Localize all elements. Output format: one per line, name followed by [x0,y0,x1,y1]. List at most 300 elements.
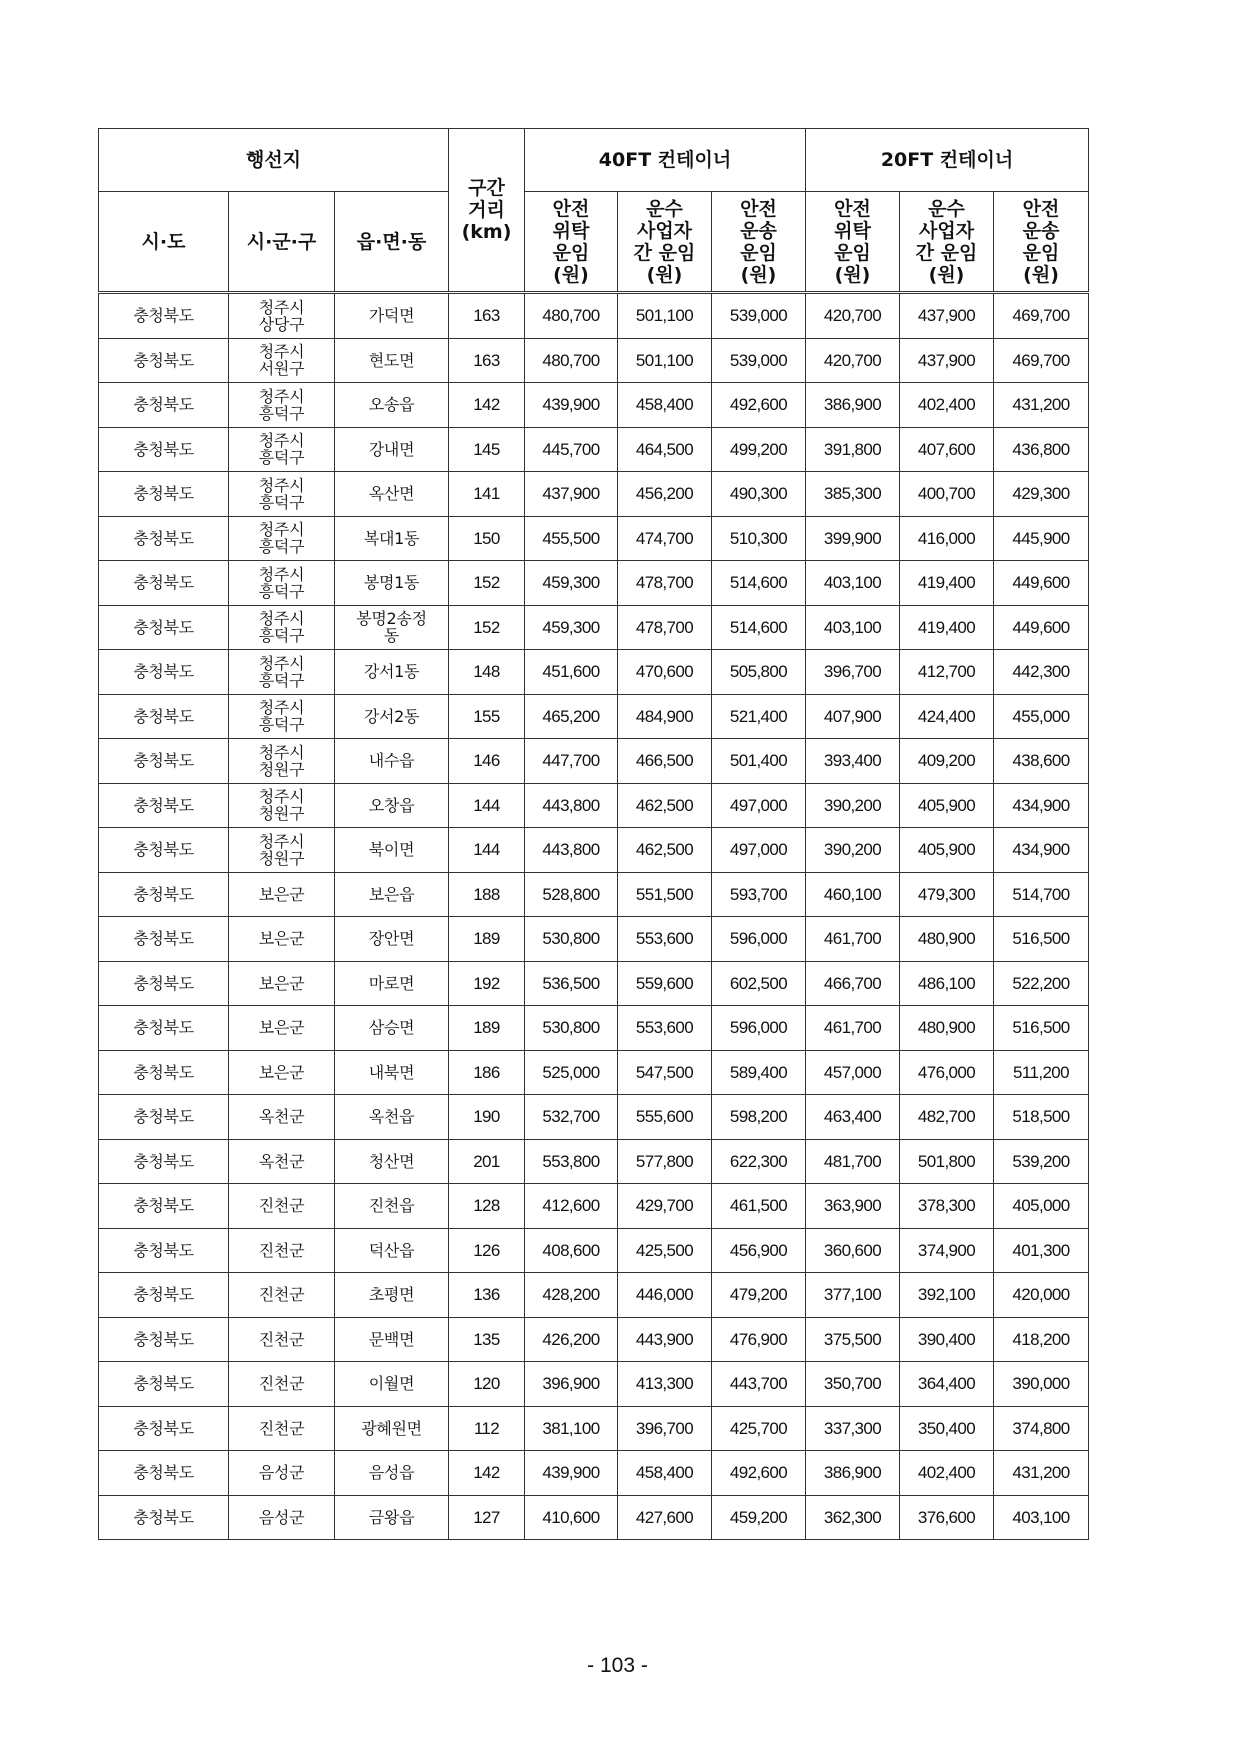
eupmyeondong-cell: 강서1동 [335,650,449,695]
safe-consign-20ft-header: 안전 위탁 운임 (원) [806,192,900,293]
safe-consign-20ft-cell: 363,900 [806,1184,900,1229]
carrier-rate-40ft-cell: 478,700 [618,605,712,650]
sigungu-cell: 진천군 [229,1273,335,1318]
safe-transport-20ft-cell: 434,900 [994,828,1089,873]
sigungu-cell: 음성군 [229,1495,335,1540]
sido-cell: 충청북도 [99,917,229,962]
distance-cell: 155 [449,694,525,739]
safe-transport-40ft-cell: 476,900 [712,1317,806,1362]
eupmyeondong-cell: 오창읍 [335,783,449,828]
safe-consign-20ft-cell: 403,100 [806,605,900,650]
safe-consign-20ft-cell: 350,700 [806,1362,900,1407]
safe-consign-40ft-header: 안전 위탁 운임 (원) [525,192,618,293]
safe-transport-20ft-cell: 469,700 [994,338,1089,383]
eupmyeondong-cell: 봉명2송정 동 [335,605,449,650]
sido-cell: 충청북도 [99,338,229,383]
safe-consign-20ft-cell: 463,400 [806,1095,900,1140]
distance-cell: 163 [449,338,525,383]
sido-cell: 충청북도 [99,605,229,650]
safe-transport-40ft-cell: 459,200 [712,1495,806,1540]
sido-cell: 충청북도 [99,961,229,1006]
safe-transport-40ft-cell: 497,000 [712,783,806,828]
safe-transport-20ft-cell: 374,800 [994,1406,1089,1451]
carrier-rate-20ft-cell: 350,400 [900,1406,994,1451]
safe-transport-40ft-cell: 492,600 [712,1451,806,1496]
eupmyeondong-cell: 내수읍 [335,739,449,784]
sigungu-cell: 청주시 흥덕구 [229,561,335,606]
table-row [99,605,1089,650]
safe-consign-40ft-cell: 528,800 [525,872,618,917]
safe-transport-20ft-cell: 405,000 [994,1184,1089,1229]
safe-transport-40ft-cell: 425,700 [712,1406,806,1451]
carrier-rate-20ft-cell: 437,900 [900,293,994,339]
safe-transport-40ft-cell: 596,000 [712,917,806,962]
safe-consign-40ft-cell: 445,700 [525,427,618,472]
carrier-rate-20ft-cell: 405,900 [900,828,994,873]
carrier-rate-20ft-cell: 390,400 [900,1317,994,1362]
distance-cell: 135 [449,1317,525,1362]
carrier-rate-40ft-cell: 577,800 [618,1139,712,1184]
safe-consign-40ft-cell: 408,600 [525,1228,618,1273]
sigungu-cell: 청주시 흥덕구 [229,383,335,428]
carrier-rate-40ft-cell: 553,600 [618,917,712,962]
distance-cell: 112 [449,1406,525,1451]
safe-consign-20ft-cell: 466,700 [806,961,900,1006]
sigungu-cell: 청주시 흥덕구 [229,694,335,739]
eupmyeondong-cell: 금왕읍 [335,1495,449,1540]
distance-cell: 152 [449,605,525,650]
table-row [99,783,1089,828]
safe-consign-40ft-cell: 553,800 [525,1139,618,1184]
table-row [99,961,1089,1006]
safe-transport-40ft-header: 안전 운송 운임 (원) [712,192,806,293]
safe-consign-40ft-cell: 536,500 [525,961,618,1006]
safe-consign-20ft-cell: 481,700 [806,1139,900,1184]
carrier-rate-40ft-header: 운수 사업자 간 운임 (원) [618,192,712,293]
carrier-rate-40ft-cell: 396,700 [618,1406,712,1451]
sido-cell: 충청북도 [99,1184,229,1229]
safe-consign-20ft-cell: 457,000 [806,1050,900,1095]
carrier-rate-40ft-cell: 429,700 [618,1184,712,1229]
distance-cell: 128 [449,1184,525,1229]
safe-transport-40ft-cell: 602,500 [712,961,806,1006]
distance-cell: 126 [449,1228,525,1273]
sigungu-cell: 보은군 [229,872,335,917]
container-20ft-header: 20FT 컨테이너 [806,129,1089,192]
safe-transport-20ft-cell: 516,500 [994,917,1089,962]
eupmyeondong-cell: 이월면 [335,1362,449,1407]
eupmyeondong-cell: 초평면 [335,1273,449,1318]
sigungu-header: 시·군·구 [229,192,335,293]
safe-transport-40ft-cell: 479,200 [712,1273,806,1318]
carrier-rate-20ft-cell: 480,900 [900,1006,994,1051]
table-row [99,1406,1089,1451]
safe-consign-40ft-cell: 532,700 [525,1095,618,1140]
eupmyeondong-cell: 가덕면 [335,293,449,339]
safe-transport-20ft-cell: 455,000 [994,694,1089,739]
table-row [99,1451,1089,1496]
carrier-rate-20ft-cell: 402,400 [900,383,994,428]
carrier-rate-20ft-cell: 486,100 [900,961,994,1006]
safe-consign-20ft-cell: 390,200 [806,783,900,828]
safe-transport-40ft-cell: 589,400 [712,1050,806,1095]
sido-cell: 충청북도 [99,1451,229,1496]
sido-cell: 충청북도 [99,828,229,873]
sido-cell: 충청북도 [99,516,229,561]
carrier-rate-40ft-cell: 553,600 [618,1006,712,1051]
distance-cell: 192 [449,961,525,1006]
sigungu-cell: 청주시 흥덕구 [229,516,335,561]
safe-consign-20ft-cell: 337,300 [806,1406,900,1451]
eupmyeondong-cell: 삼승면 [335,1006,449,1051]
distance-cell: 186 [449,1050,525,1095]
safe-consign-20ft-cell: 393,400 [806,739,900,784]
safe-consign-40ft-cell: 459,300 [525,605,618,650]
sido-cell: 충청북도 [99,1273,229,1318]
safe-transport-20ft-cell: 434,900 [994,783,1089,828]
page-number: - 103 - [587,1654,648,1677]
safe-consign-20ft-cell: 407,900 [806,694,900,739]
eupmyeondong-cell: 문백면 [335,1317,449,1362]
safe-transport-20ft-cell: 469,700 [994,293,1089,339]
eupmyeondong-cell: 덕산읍 [335,1228,449,1273]
eupmyeondong-cell: 강서2동 [335,694,449,739]
table-row [99,338,1089,383]
table-row [99,1362,1089,1407]
safe-consign-20ft-cell: 386,900 [806,1451,900,1496]
carrier-rate-20ft-cell: 378,300 [900,1184,994,1229]
sigungu-cell: 음성군 [229,1451,335,1496]
table-row [99,427,1089,472]
carrier-rate-40ft-cell: 413,300 [618,1362,712,1407]
eupmyeondong-cell: 진천읍 [335,1184,449,1229]
safe-transport-40ft-cell: 497,000 [712,828,806,873]
sido-header: 시·도 [99,192,229,293]
distance-cell: 189 [449,1006,525,1051]
carrier-rate-40ft-cell: 484,900 [618,694,712,739]
carrier-rate-40ft-cell: 559,600 [618,961,712,1006]
table-row [99,694,1089,739]
safe-consign-20ft-cell: 377,100 [806,1273,900,1318]
carrier-rate-20ft-cell: 400,700 [900,472,994,517]
safe-transport-40ft-cell: 499,200 [712,427,806,472]
safe-transport-20ft-cell: 522,200 [994,961,1089,1006]
distance-cell: 148 [449,650,525,695]
distance-cell: 144 [449,828,525,873]
carrier-rate-20ft-cell: 405,900 [900,783,994,828]
safe-transport-20ft-cell: 511,200 [994,1050,1089,1095]
safe-transport-40ft-cell: 501,400 [712,739,806,784]
safe-consign-40ft-cell: 410,600 [525,1495,618,1540]
safe-transport-40ft-cell: 443,700 [712,1362,806,1407]
distance-cell: 201 [449,1139,525,1184]
safe-transport-40ft-cell: 456,900 [712,1228,806,1273]
safe-consign-20ft-cell: 386,900 [806,383,900,428]
carrier-rate-40ft-cell: 474,700 [618,516,712,561]
safe-transport-40ft-cell: 461,500 [712,1184,806,1229]
table-row [99,383,1089,428]
sido-cell: 충청북도 [99,650,229,695]
carrier-rate-40ft-cell: 470,600 [618,650,712,695]
sido-cell: 충청북도 [99,293,229,339]
carrier-rate-20ft-cell: 482,700 [900,1095,994,1140]
carrier-rate-20ft-cell: 374,900 [900,1228,994,1273]
safe-transport-40ft-cell: 598,200 [712,1095,806,1140]
table-row [99,1006,1089,1051]
carrier-rate-40ft-cell: 456,200 [618,472,712,517]
sido-cell: 충청북도 [99,1362,229,1407]
carrier-rate-20ft-cell: 437,900 [900,338,994,383]
sido-cell: 충청북도 [99,739,229,784]
safe-consign-40ft-cell: 439,900 [525,383,618,428]
carrier-rate-40ft-cell: 501,100 [618,293,712,339]
safe-consign-40ft-cell: 455,500 [525,516,618,561]
safe-consign-40ft-cell: 443,800 [525,828,618,873]
table-row [99,1184,1089,1229]
safe-transport-20ft-cell: 418,200 [994,1317,1089,1362]
table-row [99,828,1089,873]
destination-header: 행선지 [99,129,449,192]
safe-consign-40ft-cell: 381,100 [525,1406,618,1451]
sigungu-cell: 청주시 청원구 [229,783,335,828]
sido-cell: 충청북도 [99,1228,229,1273]
sigungu-cell: 보은군 [229,1006,335,1051]
safe-consign-40ft-cell: 426,200 [525,1317,618,1362]
carrier-rate-40ft-cell: 458,400 [618,1451,712,1496]
safe-consign-40ft-cell: 447,700 [525,739,618,784]
distance-cell: 144 [449,783,525,828]
table-row [99,650,1089,695]
safe-consign-40ft-cell: 525,000 [525,1050,618,1095]
carrier-rate-20ft-cell: 419,400 [900,605,994,650]
sigungu-cell: 옥천군 [229,1139,335,1184]
safe-transport-20ft-cell: 420,000 [994,1273,1089,1318]
safe-transport-40ft-cell: 505,800 [712,650,806,695]
sido-cell: 충청북도 [99,694,229,739]
safe-consign-40ft-cell: 412,600 [525,1184,618,1229]
safe-transport-20ft-cell: 445,900 [994,516,1089,561]
safe-consign-20ft-cell: 461,700 [806,1006,900,1051]
safe-transport-40ft-cell: 490,300 [712,472,806,517]
table-row [99,1139,1089,1184]
safe-transport-20ft-cell: 431,200 [994,1451,1089,1496]
eupmyeondong-cell: 청산면 [335,1139,449,1184]
safe-consign-40ft-cell: 451,600 [525,650,618,695]
table-row [99,1228,1089,1273]
carrier-rate-20ft-cell: 392,100 [900,1273,994,1318]
distance-header: 구간 거리 (km) [449,129,525,293]
safe-transport-40ft-cell: 521,400 [712,694,806,739]
safe-consign-20ft-cell: 403,100 [806,561,900,606]
carrier-rate-40ft-cell: 547,500 [618,1050,712,1095]
table-row [99,516,1089,561]
eupmyeondong-cell: 북이면 [335,828,449,873]
table-body [99,293,1089,1540]
sigungu-cell: 청주시 흥덕구 [229,605,335,650]
carrier-rate-20ft-cell: 376,600 [900,1495,994,1540]
carrier-rate-40ft-cell: 501,100 [618,338,712,383]
safe-consign-40ft-cell: 439,900 [525,1451,618,1496]
carrier-rate-40ft-cell: 555,600 [618,1095,712,1140]
safe-transport-20ft-cell: 514,700 [994,872,1089,917]
carrier-rate-20ft-cell: 419,400 [900,561,994,606]
carrier-rate-40ft-cell: 443,900 [618,1317,712,1362]
sido-cell: 충청북도 [99,1139,229,1184]
eupmyeondong-cell: 봉명1동 [335,561,449,606]
carrier-rate-40ft-cell: 478,700 [618,561,712,606]
carrier-rate-40ft-cell: 466,500 [618,739,712,784]
table-row [99,293,1089,339]
table-row [99,872,1089,917]
safe-consign-40ft-cell: 428,200 [525,1273,618,1318]
distance-cell: 188 [449,872,525,917]
sigungu-cell: 진천군 [229,1317,335,1362]
safe-transport-40ft-cell: 492,600 [712,383,806,428]
sigungu-cell: 청주시 흥덕구 [229,472,335,517]
eupmyeondong-cell: 옥천읍 [335,1095,449,1140]
safe-transport-20ft-cell: 436,800 [994,427,1089,472]
safe-transport-20ft-cell: 449,600 [994,561,1089,606]
safe-transport-20ft-cell: 390,000 [994,1362,1089,1407]
safe-consign-40ft-cell: 530,800 [525,1006,618,1051]
sigungu-cell: 진천군 [229,1406,335,1451]
sigungu-cell: 진천군 [229,1362,335,1407]
safe-transport-20ft-cell: 431,200 [994,383,1089,428]
eupmyeondong-cell: 현도면 [335,338,449,383]
table-row [99,917,1089,962]
carrier-rate-20ft-cell: 409,200 [900,739,994,784]
safe-consign-20ft-cell: 460,100 [806,872,900,917]
safe-transport-40ft-cell: 622,300 [712,1139,806,1184]
carrier-rate-20ft-cell: 480,900 [900,917,994,962]
sigungu-cell: 청주시 청원구 [229,739,335,784]
safe-transport-20ft-cell: 516,500 [994,1006,1089,1051]
safe-consign-20ft-cell: 396,700 [806,650,900,695]
safe-transport-40ft-cell: 539,000 [712,293,806,339]
sido-cell: 충청북도 [99,872,229,917]
sido-cell: 충청북도 [99,427,229,472]
distance-cell: 142 [449,1451,525,1496]
table-row [99,1050,1089,1095]
safe-consign-20ft-cell: 420,700 [806,293,900,339]
carrier-rate-40ft-cell: 464,500 [618,427,712,472]
safe-consign-40ft-cell: 396,900 [525,1362,618,1407]
distance-cell: 136 [449,1273,525,1318]
table-row [99,1317,1089,1362]
sido-cell: 충청북도 [99,1406,229,1451]
safe-consign-20ft-cell: 391,800 [806,427,900,472]
safe-consign-40ft-cell: 480,700 [525,338,618,383]
carrier-rate-40ft-cell: 427,600 [618,1495,712,1540]
safe-transport-20ft-cell: 403,100 [994,1495,1089,1540]
safe-transport-40ft-cell: 593,700 [712,872,806,917]
safe-transport-40ft-cell: 514,600 [712,605,806,650]
sigungu-cell: 보은군 [229,1050,335,1095]
distance-cell: 190 [449,1095,525,1140]
eupmyeondong-header: 읍·면·동 [335,192,449,293]
safe-consign-20ft-cell: 399,900 [806,516,900,561]
carrier-rate-40ft-cell: 425,500 [618,1228,712,1273]
eupmyeondong-cell: 옥산면 [335,472,449,517]
carrier-rate-40ft-cell: 462,500 [618,828,712,873]
carrier-rate-20ft-cell: 501,800 [900,1139,994,1184]
safe-transport-40ft-cell: 510,300 [712,516,806,561]
safe-consign-20ft-cell: 385,300 [806,472,900,517]
sido-cell: 충청북도 [99,1495,229,1540]
safe-consign-20ft-cell: 375,500 [806,1317,900,1362]
safe-transport-20ft-cell: 401,300 [994,1228,1089,1273]
table-row [99,1095,1089,1140]
safe-consign-40ft-cell: 437,900 [525,472,618,517]
carrier-rate-20ft-header: 운수 사업자 간 운임 (원) [900,192,994,293]
sido-cell: 충청북도 [99,783,229,828]
carrier-rate-20ft-cell: 412,700 [900,650,994,695]
safe-consign-20ft-cell: 360,600 [806,1228,900,1273]
table-row [99,561,1089,606]
distance-cell: 150 [449,516,525,561]
carrier-rate-40ft-cell: 458,400 [618,383,712,428]
safe-transport-40ft-cell: 596,000 [712,1006,806,1051]
eupmyeondong-cell: 보은읍 [335,872,449,917]
sigungu-cell: 진천군 [229,1228,335,1273]
sigungu-cell: 청주시 서원구 [229,338,335,383]
eupmyeondong-cell: 광혜원면 [335,1406,449,1451]
distance-cell: 189 [449,917,525,962]
carrier-rate-20ft-cell: 364,400 [900,1362,994,1407]
sido-cell: 충청북도 [99,472,229,517]
safe-consign-40ft-cell: 530,800 [525,917,618,962]
sigungu-cell: 청주시 흥덕구 [229,427,335,472]
safe-consign-40ft-cell: 465,200 [525,694,618,739]
sido-cell: 충청북도 [99,1006,229,1051]
eupmyeondong-cell: 내북면 [335,1050,449,1095]
table-row [99,1495,1089,1540]
safe-transport-20ft-cell: 438,600 [994,739,1089,784]
safe-transport-20ft-cell: 449,600 [994,605,1089,650]
sigungu-cell: 보은군 [229,917,335,962]
freight-rate-table [98,128,1089,1540]
safe-transport-20ft-cell: 539,200 [994,1139,1089,1184]
eupmyeondong-cell: 강내면 [335,427,449,472]
safe-consign-20ft-cell: 461,700 [806,917,900,962]
carrier-rate-40ft-cell: 462,500 [618,783,712,828]
distance-cell: 152 [449,561,525,606]
sido-cell: 충청북도 [99,1317,229,1362]
carrier-rate-20ft-cell: 479,300 [900,872,994,917]
sigungu-cell: 진천군 [229,1184,335,1229]
sigungu-cell: 옥천군 [229,1095,335,1140]
eupmyeondong-cell: 장안면 [335,917,449,962]
safe-consign-40ft-cell: 443,800 [525,783,618,828]
safe-transport-20ft-cell: 518,500 [994,1095,1089,1140]
sido-cell: 충청북도 [99,1050,229,1095]
distance-cell: 141 [449,472,525,517]
sigungu-cell: 청주시 청원구 [229,828,335,873]
safe-consign-40ft-cell: 480,700 [525,293,618,339]
sido-cell: 충청북도 [99,1095,229,1140]
safe-transport-40ft-cell: 539,000 [712,338,806,383]
safe-consign-20ft-cell: 390,200 [806,828,900,873]
safe-consign-20ft-cell: 420,700 [806,338,900,383]
table-row [99,739,1089,784]
eupmyeondong-cell: 복대1동 [335,516,449,561]
eupmyeondong-cell: 마로면 [335,961,449,1006]
carrier-rate-40ft-cell: 551,500 [618,872,712,917]
carrier-rate-20ft-cell: 476,000 [900,1050,994,1095]
distance-cell: 120 [449,1362,525,1407]
table-row [99,472,1089,517]
safe-transport-20ft-cell: 442,300 [994,650,1089,695]
